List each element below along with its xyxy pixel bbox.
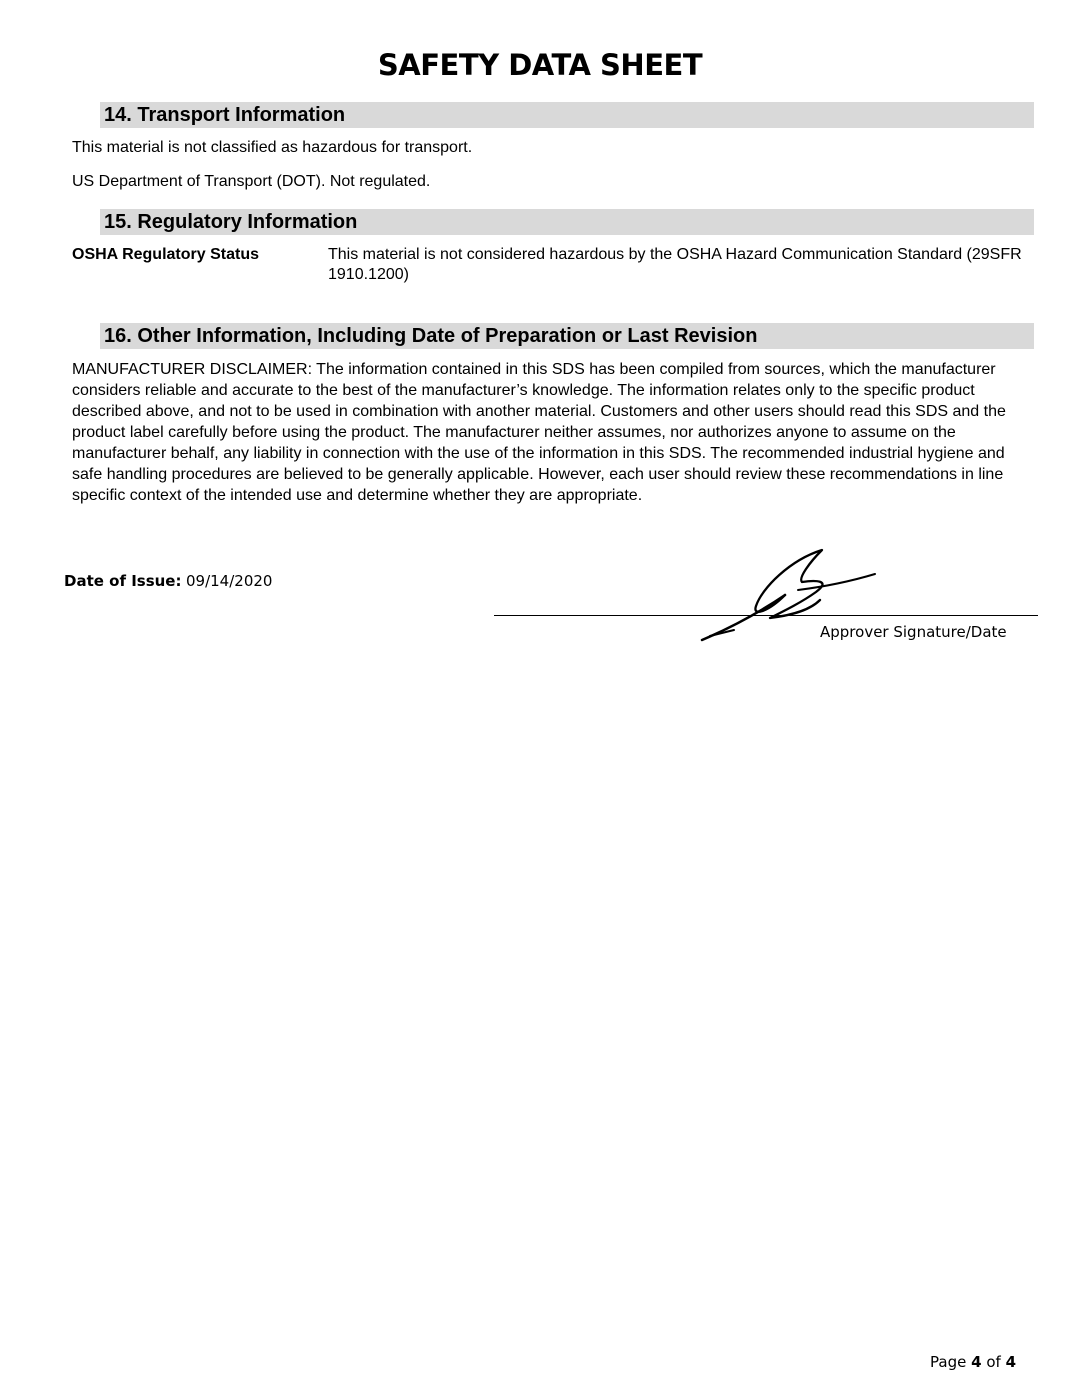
section-heading-other: 16. Other Information, Including Date of Preparation or Last Revision [100,323,1034,349]
osha-status-label: OSHA Regulatory Status [72,246,259,263]
osha-status-value: This material is not considered hazardous by the OSHA Hazard Communication Standard (29SFR 1910.1200) [328,246,1022,283]
manufacturer-disclaimer: MANUFACTURER DISCLAIMER: The information contained in this SDS has been compiled from sources, which the manufacturer considers reliable and accurate to the best of the manufacturer’s knowledge. The information relates only to the specific product described above, and not to be used in combination with another material. Customers and other users should read this SDS and the product label carefully before using the product. The manufacturer neither assumes, nor authorizes anyone to assume on the manufacturer behalf, any liability in connection with the use of the information in this SDS. The recommended industrial hygiene and safe handling procedures are believed to be generally applicable. However, each user should review these recommendations in line specific context of the intended use and determine whether they are appropriate. [72,361,1006,504]
section-heading-regulatory: 15. Regulatory Information [100,209,1034,235]
page-total: 4 [1005,1353,1017,1371]
document-title: SAFETY DATA SHEET [377,48,703,82]
date-of-issue-value: 09/14/2020 [186,572,273,590]
dot-statement: US Department of Transport (DOT). Not regulated. [72,173,431,190]
date-of-issue-label: Date of Issue: [64,572,182,590]
page-word: Page [930,1353,967,1371]
section-heading-transport: 14. Transport Information [100,102,1034,128]
signature-caption: Approver Signature/Date [820,623,1007,641]
page-current: 4 [971,1353,982,1371]
page-of-word: of [986,1353,1001,1371]
transport-statement: This material is not classified as hazardous for transport. [72,139,473,156]
page-number [930,1352,1016,1372]
